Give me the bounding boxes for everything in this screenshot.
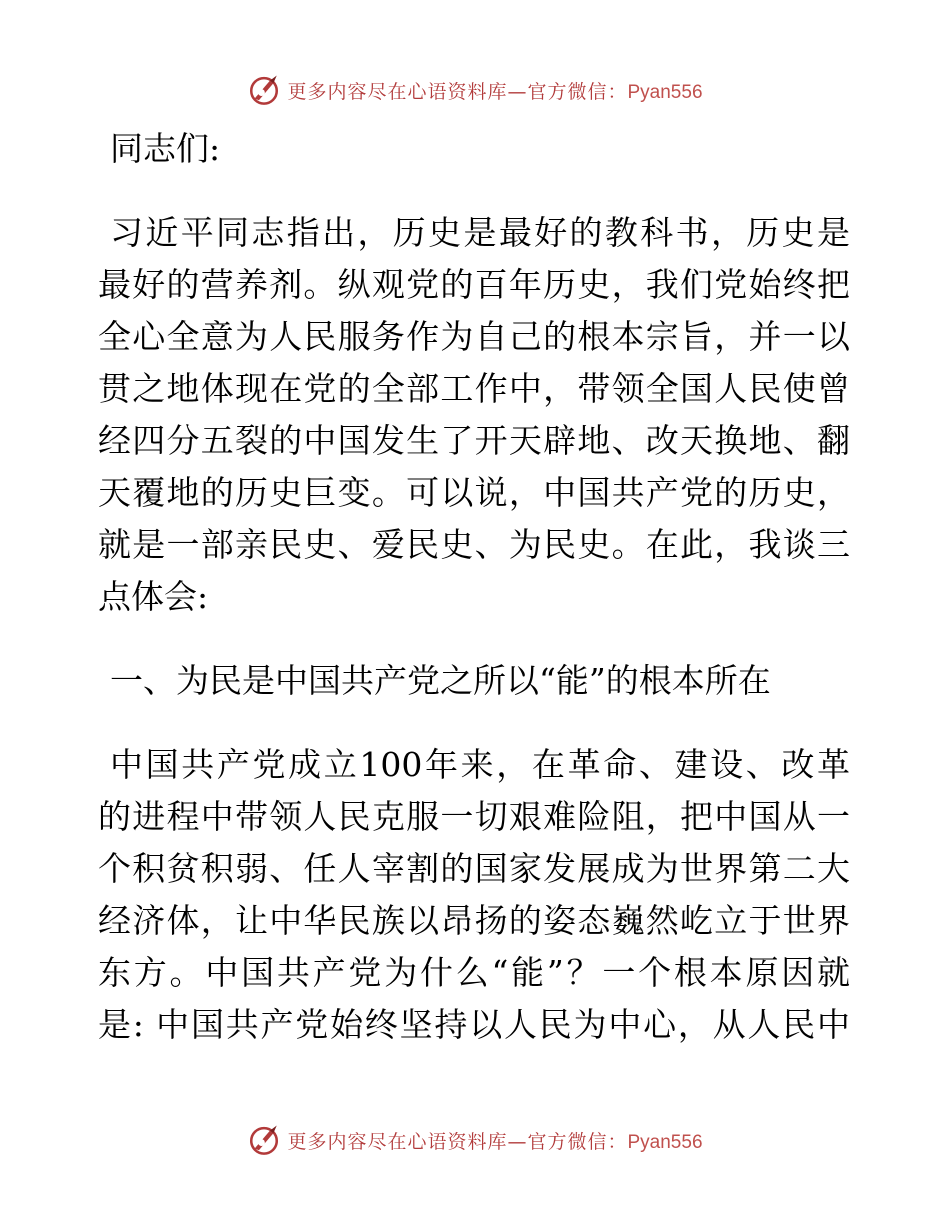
text-line: 天覆地的历史巨变。可以说，中国共产党的历史，	[98, 473, 850, 512]
text-line: 经济体，让中华民族以昂扬的姿态巍然屹立于世界	[98, 901, 850, 940]
quill-seal-icon	[247, 1123, 281, 1157]
watermark-wechat-id: Pyan556	[627, 1131, 703, 1153]
text-line: 中国共产党成立100年来，在革命、建设、改革	[110, 745, 850, 784]
header-watermark	[0, 70, 950, 110]
text-line: 贯之地体现在党的全部工作中，带领全国人民使曾	[98, 369, 850, 408]
quill-seal-icon	[247, 73, 281, 107]
text-line: 最好的营养剂。纵观党的百年历史，我们党始终把	[98, 265, 850, 304]
watermark-wechat-id: Pyan556	[627, 81, 703, 103]
text-line: 习近平同志指出，历史是最好的教科书，历史是	[110, 213, 850, 252]
text-line: 东方。中国共产党为什么“能”？一个根本原因就	[98, 953, 850, 992]
text-line: 全心全意为人民服务作为自己的根本宗旨，并一以	[98, 317, 850, 356]
text-line: 个积贫积弱、任人宰割的国家发展成为世界第二大	[98, 849, 850, 888]
text-line: 点体会:	[98, 577, 209, 616]
paragraph-section-one	[98, 739, 850, 1051]
watermark-text	[287, 77, 702, 104]
document-body	[98, 123, 850, 1051]
watermark-slogan: 更多内容尽在心语资料库	[287, 80, 508, 103]
footer-watermark	[0, 1120, 950, 1160]
paragraph-intro	[98, 207, 850, 623]
watermark-label: 官方微信：	[527, 80, 628, 103]
watermark-separator: —	[507, 1130, 528, 1153]
text-line: 经四分五裂的中国发生了开天辟地、改天换地、翻	[98, 421, 850, 460]
watermark-label: 官方微信：	[527, 1130, 628, 1153]
text-line: 的进程中带领人民克服一切艰难险阻，把中国从一	[98, 797, 850, 836]
salutation: 同志们:	[110, 129, 221, 168]
watermark-separator: —	[507, 80, 528, 103]
text-line: 是: 中国共产党始终坚持以人民为中心，从人民中	[98, 1005, 850, 1044]
watermark-slogan: 更多内容尽在心语资料库	[287, 1130, 508, 1153]
watermark-text	[287, 1127, 702, 1154]
text-line: 就是一部亲民史、爱民史、为民史。在此，我谈三	[98, 525, 850, 564]
heading-line: 一、为民是中国共产党之所以“能”的根本所在	[110, 661, 771, 700]
section-heading	[98, 655, 850, 707]
